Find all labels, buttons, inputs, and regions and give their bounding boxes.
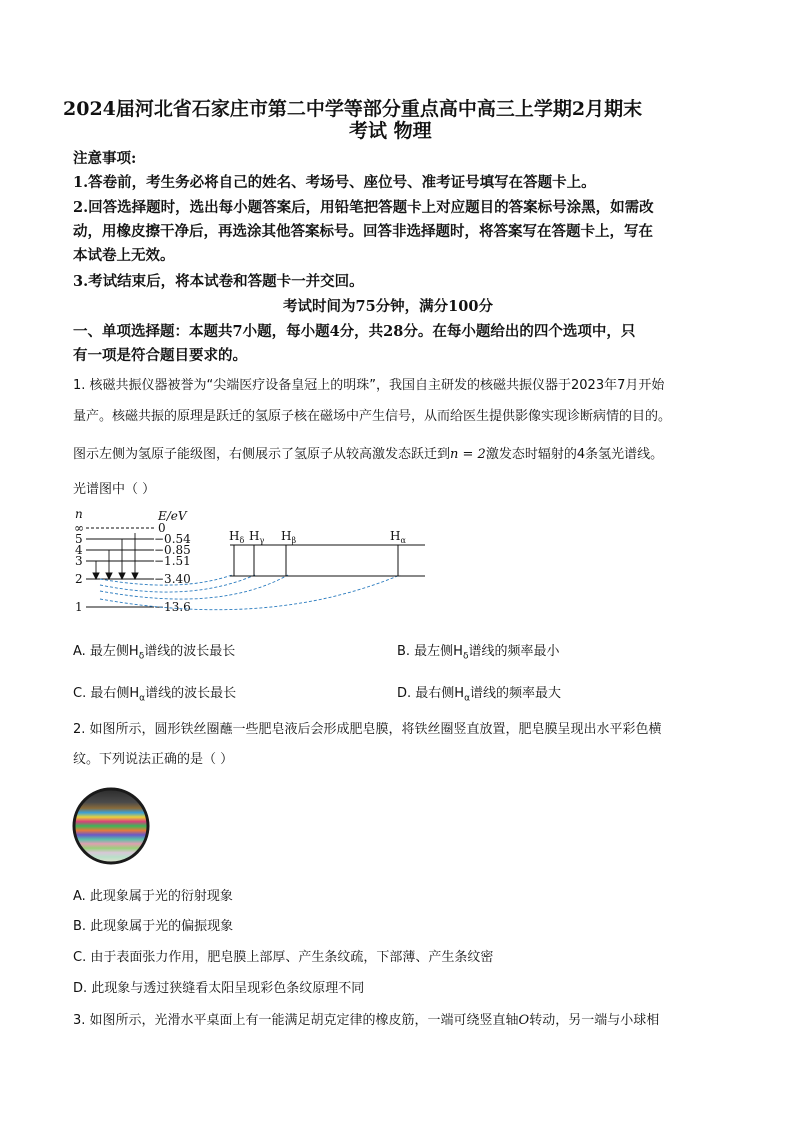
level-e-5: −0.54 bbox=[154, 532, 191, 546]
q1-option-c-sub: α bbox=[139, 693, 146, 704]
q1-line2: 量产。核磁共振的原理是跃迁的氢原子核在磁场中产生信号，从而给医生提供影像实现诊断病情的目的。 bbox=[73, 409, 672, 424]
arrowhead-4-2 bbox=[106, 573, 112, 579]
q1-line4: 光谱图中（ ） bbox=[73, 482, 156, 497]
q2-option-c[interactable]: C. 由于表面张力作用，肥皂膜上部厚、产生条纹疏，下部薄、产生条纹密 bbox=[73, 950, 494, 965]
q1-option-d-text: 谱线的频率最大 bbox=[470, 686, 562, 701]
q1-option-c-text: 谱线的波长最长 bbox=[145, 686, 237, 701]
q2-option-a[interactable]: A. 此现象属于光的衍射现象 bbox=[73, 889, 233, 904]
arrowhead-6-2 bbox=[132, 573, 138, 579]
q1-option-a-text: 谱线的波长最长 bbox=[144, 644, 236, 659]
doc-title-line2: 考试 物理 bbox=[349, 120, 432, 142]
label-h-delta: $H_\delta$ bbox=[229, 529, 245, 545]
q2-option-b[interactable]: B. 此现象属于光的偏振现象 bbox=[73, 919, 234, 934]
level-e-inf: 0 bbox=[158, 521, 166, 535]
q3-line1-pre: 3. 如图所示，光滑水平桌面上有一能满足胡克定律的橡皮筋，一端可绕竖直轴 bbox=[73, 1013, 519, 1028]
q1-line3 bbox=[73, 443, 663, 462]
doc-title-line1: 2024届河北省石家庄市第二中学等部分重点高中高三上学期2月期末 bbox=[63, 98, 643, 120]
q1-option-d[interactable] bbox=[397, 682, 561, 704]
arrowhead-3-2 bbox=[93, 573, 99, 579]
energy-level-diagram bbox=[70, 505, 430, 617]
level-e-2: −3.40 bbox=[154, 572, 191, 586]
level-n-inf: ∞ bbox=[74, 521, 84, 535]
q1-option-c[interactable] bbox=[73, 682, 236, 704]
notice-item-2-line3: 本试卷上无效。 bbox=[73, 247, 175, 264]
level-e-3: −1.51 bbox=[154, 554, 191, 568]
q1-option-a[interactable] bbox=[73, 640, 235, 662]
level-n-4: 4 bbox=[75, 543, 83, 557]
q1-option-c-pre: C. 最右侧H bbox=[73, 686, 140, 701]
q2-line2: 纹。下列说法正确的是（ ） bbox=[73, 752, 234, 767]
q1-option-d-sub: α bbox=[464, 693, 470, 704]
level-n-5: 5 bbox=[75, 532, 83, 546]
arrowhead-5-2 bbox=[119, 573, 125, 579]
q1-line1: 1. 核磁共振仪器被誉为“尖端医疗设备皇冠上的明珠”，我国自主研发的核磁共振仪器于2023年7月开始 bbox=[73, 378, 665, 393]
q1-option-b[interactable] bbox=[397, 640, 560, 662]
notice-heading: 注意事项: bbox=[73, 150, 137, 167]
q3-line1-post: 转动，另一端与小球相 bbox=[529, 1013, 660, 1028]
label-h-beta: $H_\beta$ bbox=[281, 529, 297, 545]
section-1-line1: 一、单项选择题：本题共7小题，每小题4分，共28分。在每小题给出的四个选项中，只 bbox=[73, 323, 636, 340]
q1-option-b-pre: B. 最左侧H bbox=[397, 644, 463, 659]
q1-option-a-pre: A. 最左侧H bbox=[73, 644, 139, 659]
q1-option-b-text: 谱线的频率最小 bbox=[468, 644, 560, 659]
soap-film-ring-image bbox=[72, 778, 150, 874]
q2-option-d[interactable]: D. 此现象与透过狭缝看太阳呈现彩色条纹原理不同 bbox=[73, 981, 365, 996]
label-h-alpha: $H_\alpha$ bbox=[390, 529, 406, 545]
q3-line1 bbox=[73, 1009, 659, 1028]
notice-item-2-line1: 2.回答选择题时，选出每小题答案后，用铅笔把答题卡上对应题目的答案标号涂黑，如需改 bbox=[73, 199, 654, 216]
q1-line3-post: 激发态时辐射的4条氢光谱线。 bbox=[485, 447, 664, 462]
exam-info: 考试时间为75分钟，满分100分 bbox=[283, 298, 493, 315]
soap-film-disc bbox=[74, 789, 148, 863]
section-1-line2: 有一项是符合题目要求的。 bbox=[73, 347, 247, 364]
n-axis-label: n bbox=[75, 507, 83, 521]
level-e-1: −13.6 bbox=[154, 600, 191, 614]
q2-line1: 2. 如图所示，圆形铁丝圈蘸一些肥皂液后会形成肥皂膜，将铁丝圈竖直放置，肥皂膜呈现出水平彩色横 bbox=[73, 722, 662, 737]
q1-option-d-pre: D. 最右侧H bbox=[397, 686, 465, 701]
notice-item-2-line2: 动，用橡皮擦干净后，再选涂其他答案标号。回答非选择题时，将答案写在答题卡上，写在 bbox=[73, 223, 653, 240]
notice-item-3: 3.考试结束后，将本试卷和答题卡一并交回。 bbox=[73, 273, 364, 290]
level-n-3: 3 bbox=[75, 554, 83, 568]
q1-n-equals-2: n = 2 bbox=[450, 447, 486, 462]
q1-option-a-sub: δ bbox=[138, 651, 145, 662]
level-n-1: 1 bbox=[75, 600, 83, 614]
level-e-4: −0.85 bbox=[154, 543, 191, 557]
level-n-2: 2 bbox=[75, 572, 83, 586]
connector-curve-alpha bbox=[100, 575, 400, 610]
notice-item-1: 1.答卷前，考生务必将自己的姓名、考场号、座位号、准考证号填写在答题卡上。 bbox=[73, 174, 596, 191]
q1-option-b-sub: δ bbox=[462, 651, 469, 662]
energy-axis-label: E/eV bbox=[158, 509, 187, 523]
label-h-gamma: $H_\gamma$ bbox=[249, 529, 265, 545]
q3-axis-o: O bbox=[518, 1013, 530, 1028]
q1-line3-pre: 图示左侧为氢原子能级图，右侧展示了氢原子从较高激发态跃迁到 bbox=[73, 447, 451, 462]
